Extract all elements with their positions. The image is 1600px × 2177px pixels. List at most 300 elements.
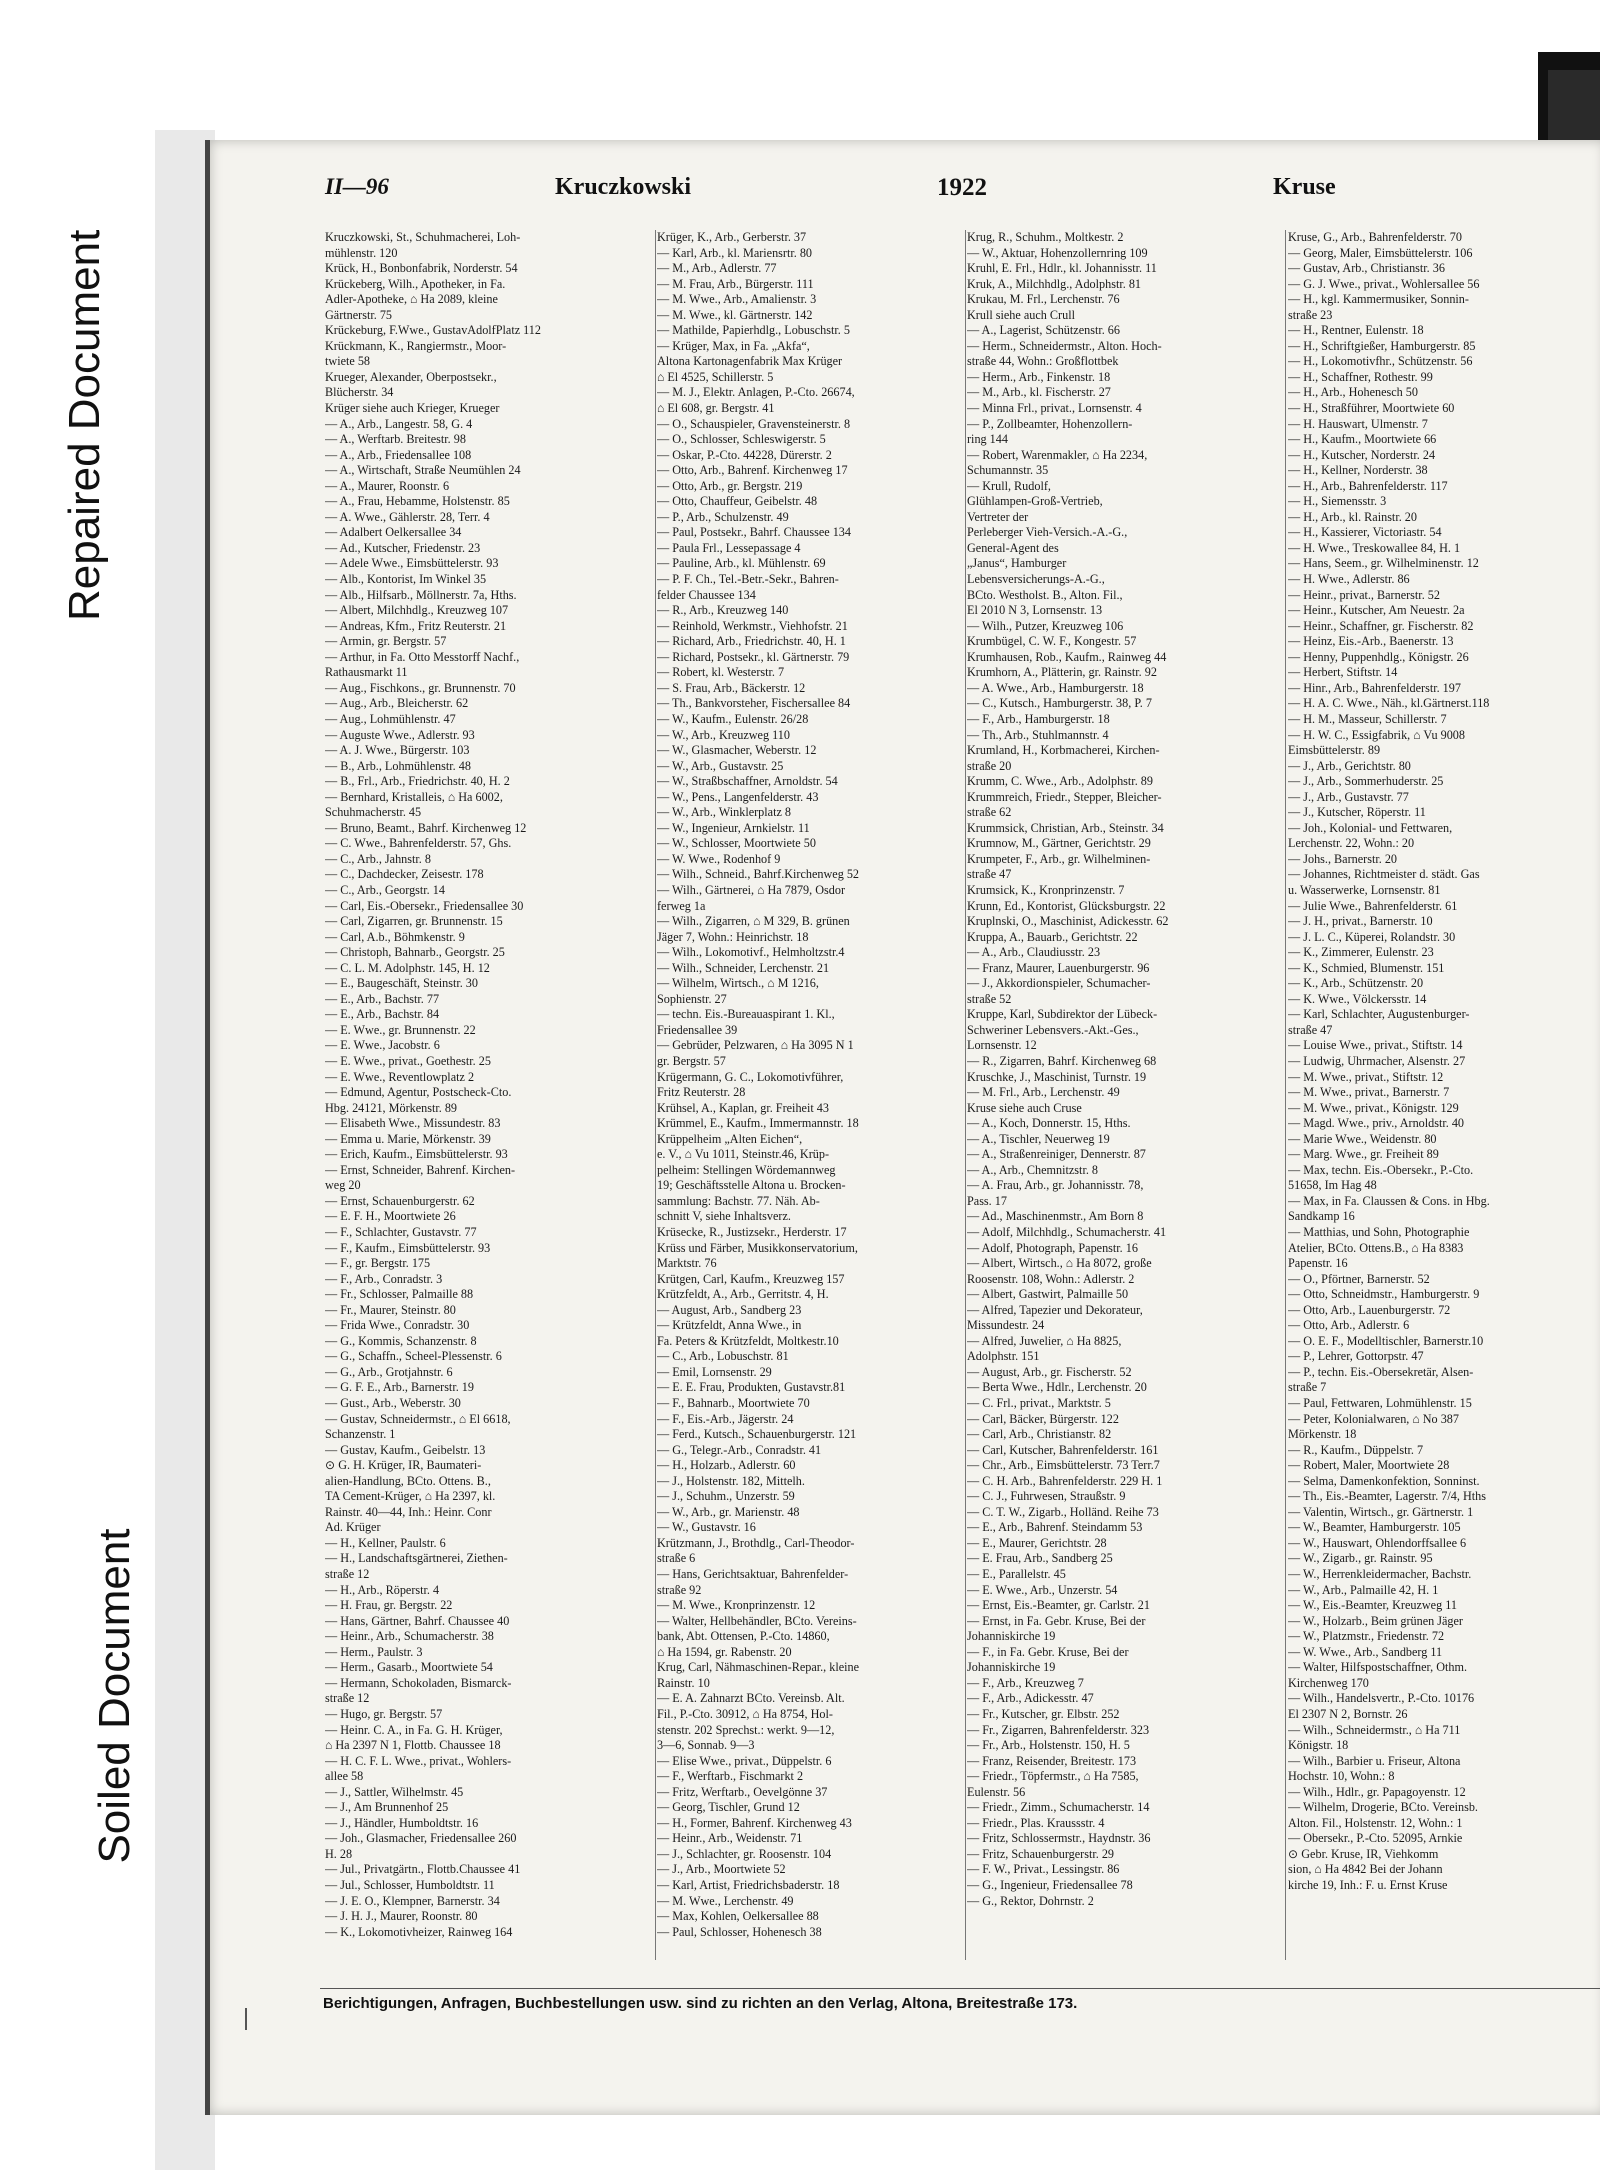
directory-entry: Kirchenweg 170	[1288, 1675, 1369, 1690]
directory-entry: Hbg. 24121, Mörkenstr. 89	[325, 1100, 458, 1115]
directory-entry: — J., Sattler, Wilhelmstr. 45	[325, 1784, 464, 1799]
directory-entry: — Fr., Schlosser, Palmaille 88	[325, 1287, 474, 1302]
directory-entry: Krützfeldt, A., Arb., Gerritstr. 4, H.	[657, 1287, 829, 1302]
directory-entry: Blücherstr. 34	[325, 385, 394, 400]
directory-entry: — G. F. E., Arb., Barnerstr. 19	[325, 1380, 474, 1395]
directory-entry: — Albert, Milchhdlg., Kreuzweg 107	[325, 603, 509, 618]
directory-entry: — R., Arb., Kreuzweg 140	[657, 603, 789, 618]
directory-entry: — M. Wwe., kl. Gärtnerstr. 142	[657, 307, 813, 322]
directory-entry: — Georg, Tischler, Grund 12	[657, 1800, 800, 1815]
directory-entry: u. Wasserwerke, Lornsenstr. 81	[1288, 882, 1441, 897]
directory-entry: Krukau, M. Frl., Lerchenstr. 76	[967, 292, 1120, 307]
directory-entry: — W., Ingenieur, Arnkielstr. 11	[657, 820, 810, 835]
directory-entry: — Otto, Arb., Adlerstr. 6	[1288, 1318, 1410, 1333]
directory-entry: — Paula Frl., Lessepassage 4	[657, 540, 801, 555]
directory-entry: — Bernhard, Kristalleis, ⌂ Ha 6002,	[325, 789, 503, 804]
directory-entry: Schuhmacherstr. 45	[325, 805, 422, 820]
directory-entry: — Emma u. Marie, Mörkenstr. 39	[325, 1131, 491, 1146]
directory-entry: — H., Landschaftsgärtnerei, Ziethen-	[325, 1551, 508, 1566]
directory-entry: straße 44, Wohn.: Großflottbek	[967, 354, 1119, 369]
directory-entry: — K. Wwe., Völckersstr. 14	[1288, 991, 1427, 1006]
directory-entry: Kruhl, E. Frl., Hdlr., kl. Johannisstr. 11	[967, 261, 1157, 276]
directory-entry: — A., Maurer, Roonstr. 6	[325, 478, 450, 493]
directory-entry: — Jul., Privatgärtn., Flottb.Chaussee 41	[325, 1862, 521, 1877]
directory-entry: — Carl, Eis.-Obersekr., Friedensallee 30	[325, 898, 524, 913]
directory-entry: — H., Schriftgießer, Hamburgerstr. 85	[1288, 338, 1476, 353]
directory-entry: — W. Wwe., Rodenhof 9	[657, 851, 781, 866]
directory-entry: bank, Abt. Ottensen, P.-Cto. 14860,	[657, 1629, 830, 1644]
directory-entry: — Wilhelm, Drogerie, BCto. Vereinsb.	[1288, 1800, 1478, 1815]
directory-entry: Krützmann, J., Brothdlg., Carl-Theodor-	[657, 1535, 855, 1550]
directory-entry: — F., Kaufm., Eimsbüttelerstr. 93	[325, 1240, 491, 1255]
directory-entry: — H., Holzarb., Adlerstr. 60	[657, 1458, 796, 1473]
directory-entry: — H. C. F. L. Wwe., privat., Wohlers-	[325, 1753, 512, 1768]
directory-entry: — K., Lokomotivheizer, Rainweg 164	[325, 1924, 513, 1939]
directory-entry: — Heinr., privat., Barnerstr. 52	[1288, 587, 1440, 602]
directory-entry: — W., Pens., Langenfelderstr. 43	[657, 789, 819, 804]
directory-entry: — Krull, Rudolf,	[967, 478, 1051, 493]
directory-entry: — H., Kutscher, Norderstr. 24	[1288, 447, 1436, 462]
directory-entry: — Herm., Gasarb., Moortwiete 54	[325, 1660, 493, 1675]
directory-entry: Schweriner Lebensvers.-Akt.-Ges.,	[967, 1022, 1139, 1037]
directory-entry: — F., Bahnarb., Moortwiete 70	[657, 1396, 810, 1411]
directory-entry: — W., Beamter, Hamburgerstr. 105	[1288, 1520, 1461, 1535]
directory-entry: — M., Arb., kl. Fischerstr. 27	[967, 385, 1111, 400]
directory-entry: — Fritz, Werftarb., Oevelgönne 37	[657, 1784, 828, 1799]
directory-entry: — J., Kutscher, Röperstr. 11	[1288, 805, 1426, 820]
directory-entry: — Walter, Hilfspostschaffner, Othm.	[1288, 1660, 1468, 1675]
directory-entry: — Ernst, Eis.-Beamter, gr. Carlstr. 21	[967, 1598, 1150, 1613]
directory-entry: — Heinr. C. A., in Fa. G. H. Krüger,	[325, 1722, 503, 1737]
directory-entry: — Louise Wwe., privat., Stiftstr. 14	[1288, 1038, 1463, 1053]
directory-entry: — J., Holstenstr. 182, Mittelh.	[657, 1473, 805, 1488]
directory-entry: — F., Schlachter, Gustavstr. 77	[325, 1225, 477, 1239]
directory-column-1	[325, 230, 655, 1990]
directory-entry: — Chr., Arb., Eimsbüttelerstr. 73 Terr.7	[967, 1458, 1160, 1473]
directory-entry: — W., Glasmacher, Weberstr. 12	[657, 743, 817, 758]
directory-entry: — Gust., Arb., Weberstr. 30	[325, 1396, 461, 1411]
directory-entry: — C. Frl., privat., Marktstr. 5	[967, 1396, 1111, 1411]
margin-mark	[245, 2008, 247, 2030]
directory-entry: — S. Frau, Arb., Bäckerstr. 12	[657, 680, 806, 695]
directory-entry: Johanniskirche 19	[967, 1629, 1056, 1644]
directory-entry: Fil., P.-Cto. 30912, ⌂ Ha 8754, Hol-	[657, 1706, 833, 1721]
directory-entry: — W., Aktuar, Hohenzollernring 109	[967, 245, 1148, 260]
directory-entry: — R., Zigarren, Bahrf. Kirchenweg 68	[967, 1053, 1157, 1068]
directory-entry: — Elisabeth Wwe., Missundestr. 83	[325, 1116, 501, 1131]
directory-entry: Krüss und Färber, Musikkonservatorium,	[657, 1240, 858, 1255]
directory-entry: — A., Arb., Langestr. 58, G. 4	[325, 416, 473, 431]
directory-entry: — Heinz, Eis.-Arb., Baenerstr. 13	[1288, 634, 1454, 649]
directory-entry: ⌂ El 4525, Schillerstr. 5	[657, 369, 774, 384]
directory-entry: — F., Arb., Hamburgerstr. 18	[967, 711, 1110, 726]
directory-entry: straße 92	[657, 1582, 702, 1597]
directory-entry: — H., Siemensstr. 3	[1288, 494, 1387, 509]
directory-entry: — P., Lehrer, Gottorpstr. 47	[1288, 1349, 1424, 1364]
directory-entry: Krümmel, E., Kaufm., Immermannstr. 18	[657, 1116, 859, 1131]
directory-entry: „Janus“, Hamburger	[967, 556, 1067, 571]
directory-entry: Krüppelheim „Alten Eichen“,	[657, 1131, 803, 1146]
publisher-footer: Berichtigungen, Anfragen, Buchbestellungen usw. sind zu richten an den Verlag, Altona, Breitestraße 173.	[323, 1995, 1078, 2012]
directory-entry: — W., Platzmstr., Friedenstr. 72	[1288, 1629, 1445, 1644]
directory-entry: — W., Arb., Gustavstr. 25	[657, 758, 784, 773]
directory-entry: Krückmann, K., Rangiermstr., Moor-	[325, 338, 507, 353]
directory-entry: Kruse siehe auch Cruse	[967, 1100, 1082, 1115]
directory-entry: straße 52	[967, 991, 1012, 1006]
directory-entry: — Max, techn. Eis.-Obersekr., P.-Cto.	[1288, 1162, 1474, 1177]
directory-entry: — Richard, Postsekr., kl. Gärtnerstr. 79	[657, 649, 850, 664]
directory-entry: gr. Bergstr. 57	[657, 1053, 726, 1068]
directory-entry: Krummsick, Christian, Arb., Steinstr. 34	[967, 820, 1164, 835]
directory-entry: — Carl, Kutscher, Bahrenfelderstr. 161	[967, 1442, 1159, 1457]
directory-entry: — W., Arb., Palmaille 42, H. 1	[1288, 1582, 1439, 1597]
directory-entry: Krumhausen, Rob., Kaufm., Rainweg 44	[967, 649, 1167, 664]
directory-entry: — F., Eis.-Arb., Jägerstr. 24	[657, 1411, 794, 1426]
directory-entry: Krückeberg, Wilh., Apotheker, in Fa.	[325, 276, 506, 291]
directory-entry: — Paul, Schlosser, Hohenesch 38	[657, 1924, 822, 1939]
directory-entry: — Franz, Maurer, Lauenburgerstr. 96	[967, 960, 1150, 975]
directory-entry: Krüger siehe auch Krieger, Krueger	[325, 401, 500, 416]
directory-entry: straße 12	[325, 1691, 370, 1706]
directory-entry: Krumland, H., Korbmacherei, Kirchen-	[967, 743, 1160, 758]
directory-entry: — Krüger, Max, in Fa. „Akfa“,	[657, 338, 810, 353]
directory-entry: — Joh., Kolonial- und Fettwaren,	[1288, 820, 1453, 835]
directory-entry: — C., Arb., Georgstr. 14	[325, 882, 445, 897]
directory-entry: — C., Dachdecker, Zeisestr. 178	[325, 867, 484, 882]
directory-entry: — E. Wwe., Jacobstr. 6	[325, 1038, 440, 1053]
directory-entry: — C., Arb., Lobuschstr. 81	[657, 1349, 789, 1364]
directory-entry: — E. Wwe., privat., Goethestr. 25	[325, 1053, 491, 1068]
directory-entry: — C. Wwe., Bahrenfelderstr. 57, Ghs.	[325, 836, 512, 851]
directory-entry: — Emil, Lornsenstr. 29	[657, 1364, 772, 1379]
directory-entry: twiete 58	[325, 354, 371, 369]
directory-entry: — Andreas, Kfm., Fritz Reuterstr. 21	[325, 618, 507, 633]
directory-entry: — Adele Wwe., Eimsbüttelerstr. 93	[325, 556, 499, 571]
directory-entry: — Fritz, Schauenburgerstr. 29	[967, 1846, 1115, 1861]
directory-entry: — B., Arb., Lohmühlenstr. 48	[325, 758, 471, 773]
directory-entry: — H., Lokomotivfhr., Schützenstr. 56	[1288, 354, 1473, 369]
directory-entry: — O., Pförtner, Barnerstr. 52	[1288, 1271, 1430, 1286]
directory-entry: — Ad., Maschinenmstr., Am Born 8	[967, 1209, 1144, 1224]
directory-entry: — O., Schlosser, Schleswigerstr. 5	[657, 432, 826, 447]
directory-entry: — M. Wwe., privat., Barnerstr. 7	[1288, 1085, 1450, 1100]
directory-entry: e. V., ⌂ Vu 1011, Steinstr.46, Krüp-	[657, 1147, 830, 1162]
directory-entry: — E., Maurer, Gerichtstr. 28	[967, 1535, 1107, 1550]
directory-entry: straße 6	[657, 1551, 696, 1566]
directory-entry: — H., Kassierer, Victoriastr. 54	[1288, 525, 1442, 540]
directory-entry: weg 20	[325, 1178, 361, 1193]
directory-entry: — Mathilde, Papierhdlg., Lobuschstr. 5	[657, 323, 850, 338]
directory-entry: — Hans, Seem., gr. Wilhelminenstr. 12	[1288, 556, 1479, 571]
directory-entry: — M., Arb., Adlerstr. 77	[657, 261, 777, 276]
directory-entry: — Magd. Wwe., priv., Arnoldstr. 40	[1288, 1116, 1465, 1131]
directory-entry: — Elise Wwe., privat., Düppelstr. 6	[657, 1753, 832, 1768]
directory-entry: — Obersekr., P.-Cto. 52095, Arnkie	[1288, 1831, 1463, 1846]
directory-entry: — Carl, A.b., Böhmkenstr. 9	[325, 929, 465, 944]
directory-entry: — H., Straßführer, Moortwiete 60	[1288, 401, 1455, 416]
directory-entry: Sandkamp 16	[1288, 1209, 1355, 1224]
directory-entry: 19; Geschäftsstelle Altona u. Brocken-	[657, 1178, 846, 1193]
directory-entry: — Gustav, Schneidermstr., ⌂ El 6618,	[325, 1411, 511, 1426]
directory-entry: — E. F. H., Moortwiete 26	[325, 1209, 456, 1224]
directory-entry: — F., Werftarb., Fischmarkt 2	[657, 1769, 804, 1784]
directory-entry: — F., Arb., Conradstr. 3	[325, 1271, 443, 1286]
directory-entry: — Hans, Gerichtsaktuar, Bahrenfelder-	[657, 1567, 849, 1582]
directory-entry: — C., Arb., Jahnstr. 8	[325, 851, 431, 866]
directory-entry: — E., Parallelstr. 45	[967, 1567, 1066, 1582]
directory-entry: — Friedr., Töpfermstr., ⌂ Ha 7585,	[967, 1769, 1139, 1784]
directory-entry: Gärtnerstr. 75	[325, 307, 393, 322]
directory-entry: — H., Schaffner, Rothestr. 99	[1288, 369, 1433, 384]
directory-entry: Rainstr. 10	[657, 1675, 710, 1690]
directory-entry: — Carl, Arb., Christianstr. 82	[967, 1427, 1112, 1442]
directory-entry: — F., gr. Bergstr. 175	[325, 1256, 431, 1271]
directory-entry: — Krützfeldt, Anna Wwe., in	[657, 1318, 802, 1333]
header-year: 1922	[937, 174, 987, 201]
directory-entry: — Aug., Lohmühlenstr. 47	[325, 711, 456, 726]
directory-entry: — Erich, Kaufm., Eimsbüttelerstr. 93	[325, 1147, 508, 1162]
directory-entry: Schanzenstr. 1	[325, 1427, 396, 1442]
directory-entry: — Fr., Kutscher, gr. Elbstr. 252	[967, 1706, 1120, 1721]
directory-entry: — E., Baugeschäft, Steinstr. 30	[325, 976, 478, 991]
directory-entry: — Albert, Gastwirt, Palmaille 50	[967, 1287, 1129, 1302]
directory-entry: — E. Frau, Arb., Sandberg 25	[967, 1551, 1113, 1566]
directory-entry: — P., Arb., Schulzenstr. 49	[657, 509, 789, 524]
directory-entry: — H., Former, Bahrenf. Kirchenweg 43	[657, 1815, 852, 1830]
header-first-entry: Kruczkowski	[555, 174, 692, 200]
directory-entry: — Franz, Reisender, Breitestr. 173	[967, 1753, 1137, 1768]
directory-entry: — Marg. Wwe., gr. Freiheit 89	[1288, 1147, 1439, 1162]
directory-entry: Papenstr. 16	[1288, 1256, 1348, 1271]
directory-entry: — H., Kellner, Paulstr. 6	[325, 1535, 446, 1550]
directory-entry: — H., Arb., Bahrenfelderstr. 117	[1288, 478, 1448, 493]
directory-entry: — A., Werftarb. Breitestr. 98	[325, 432, 466, 447]
directory-entry: — F., Arb., Kreuzweg 7	[967, 1675, 1084, 1690]
directory-entry: — Christoph, Bahnarb., Georgstr. 25	[325, 945, 505, 960]
directory-entry: — Ad., Kutscher, Friedenstr. 23	[325, 540, 481, 555]
directory-entry: — E. Wwe., Reventlowplatz 2	[325, 1069, 475, 1084]
directory-entry: — E., Arb., Bachstr. 84	[325, 1007, 440, 1022]
directory-entry: straße 47	[967, 867, 1012, 882]
directory-entry: — Otto, Arb., Lauenburgerstr. 72	[1288, 1302, 1451, 1317]
directory-entry: Sophienstr. 27	[657, 991, 727, 1006]
column-divider	[965, 230, 966, 1960]
directory-entry: — Ernst, Schneider, Bahrenf. Kirchen-	[325, 1162, 516, 1177]
directory-entry: — A., Lagerist, Schützenstr. 66	[967, 323, 1120, 338]
directory-entry: El 2010 N 3, Lornsenstr. 13	[967, 603, 1103, 618]
page-header	[210, 174, 1600, 210]
directory-entry: Krumsick, K., Kronprinzenstr. 7	[967, 882, 1125, 897]
directory-entry: — Heinr., Kutscher, Am Neuestr. 2a	[1288, 603, 1465, 618]
directory-entry: — A. J. Wwe., Bürgerstr. 103	[325, 743, 470, 758]
directory-entry: — H., Rentner, Eulenstr. 18	[1288, 323, 1424, 338]
directory-entry: Vertreter der	[967, 509, 1029, 524]
directory-entry: — Edmund, Agentur, Postscheck-Cto.	[325, 1085, 512, 1100]
directory-entry: — Carl, Zigarren, gr. Brunnenstr. 15	[325, 914, 503, 929]
directory-entry: Schumannstr. 35	[967, 463, 1049, 478]
directory-entry: — Robert, Maler, Moortwiete 28	[1288, 1458, 1450, 1473]
directory-entry: — Karl, Schlachter, Augustenburger-	[1288, 1007, 1470, 1022]
directory-entry: 51658, Im Hag 48	[1288, 1178, 1377, 1193]
directory-entry: Krumhorn, A., Plätterin, gr. Rainstr. 92	[967, 665, 1157, 680]
directory-entry: Rathausmarkt 11	[325, 665, 408, 680]
directory-entry: felder Chaussee 134	[657, 587, 756, 602]
directory-entry: — Henny, Puppenhdlg., Königstr. 26	[1288, 649, 1469, 664]
directory-entry: — H. M., Masseur, Schillerstr. 7	[1288, 711, 1447, 726]
directory-entry: — E. Wwe., Arb., Unzerstr. 54	[967, 1582, 1118, 1597]
directory-entry: ⌂ Ha 1594, gr. Rabenstr. 20	[657, 1644, 792, 1659]
directory-entry: — Robert, kl. Westerstr. 7	[657, 665, 785, 680]
directory-entry: — Georg, Maler, Eimsbüttelerstr. 106	[1288, 245, 1473, 260]
directory-entry: — W., Arb., gr. Marienstr. 48	[657, 1504, 800, 1519]
directory-entry: Krückeburg, F.Wwe., GustavAdolfPlatz 112	[325, 323, 541, 338]
directory-entry: — G. J. Wwe., privat., Wohlersallee 56	[1288, 276, 1480, 291]
directory-entry: — P. F. Ch., Tel.-Betr.-Sekr., Bahren-	[657, 572, 839, 587]
directory-entry: — C. L. M. Adolphstr. 145, H. 12	[325, 960, 490, 975]
directory-entry: — August, Arb., Sandberg 23	[657, 1302, 802, 1317]
directory-entry: Krunn, Ed., Kontorist, Glücksburgstr. 22	[967, 898, 1166, 913]
directory-entry: — J., Arb., Sommerhuderstr. 25	[1288, 774, 1444, 789]
directory-entry: Missundestr. 24	[967, 1318, 1045, 1333]
directory-entry: stenstr. 202 Sprechst.: werkt. 9—12,	[657, 1722, 835, 1737]
directory-entry: — Wilh., Gärtnerei, ⌂ Ha 7879, Osdor	[657, 882, 846, 897]
directory-entry: — Carl, Bäcker, Bürgerstr. 122	[967, 1411, 1119, 1426]
directory-entry: — H., kgl. Kammermusiker, Sonnin-	[1288, 292, 1469, 307]
directory-entry: — Th., Arb., Stuhlmannstr. 4	[967, 727, 1109, 742]
directory-entry: Kruse, G., Arb., Bahrenfelderstr. 70	[1288, 230, 1462, 244]
directory-entry: — G., Telegr.-Arb., Conradstr. 41	[657, 1442, 822, 1457]
directory-entry: — W., Kaufm., Eulenstr. 26/28	[657, 711, 809, 726]
directory-entry: — Ernst, in Fa. Gebr. Kruse, Bei der	[967, 1613, 1146, 1628]
directory-entry: Eulenstr. 56	[967, 1784, 1026, 1799]
directory-entry: Fa. Peters & Krützfeldt, Moltkestr.10	[657, 1333, 839, 1348]
directory-entry: Krütgen, Carl, Kaufm., Kreuzweg 157	[657, 1271, 845, 1286]
directory-entry: — Fritz, Schlossermstr., Haydnstr. 36	[967, 1831, 1151, 1846]
directory-entry: Krueger, Alexander, Oberpostsekr.,	[325, 369, 497, 384]
directory-entry: — J., Akkordionspieler, Schumacher-	[967, 976, 1151, 991]
directory-entry: allee 58	[325, 1769, 364, 1784]
directory-entry: — E. A. Zahnarzt BCto. Vereinsb. Alt.	[657, 1691, 845, 1706]
directory-entry: Alton. Fil., Holstenstr. 12, Wohn.: 1	[1288, 1815, 1463, 1830]
directory-entry: — Herm., Schneidermstr., Alton. Hoch-	[967, 338, 1162, 353]
directory-entry: — G., Kommis, Schanzenstr. 8	[325, 1333, 477, 1348]
directory-entry: — M. Wwe., Arb., Amalienstr. 3	[657, 292, 817, 307]
directory-entry: — Gustav, Arb., Christianstr. 36	[1288, 261, 1445, 276]
directory-entry: — K., Zimmerer, Eulenstr. 23	[1288, 945, 1434, 960]
directory-column-3	[967, 230, 1302, 1990]
directory-entry: — Julie Wwe., Bahrenfelderstr. 61	[1288, 898, 1458, 913]
directory-entry: Krug, Carl, Nähmaschinen-Repar., kleine	[657, 1660, 860, 1675]
directory-entry: — Herbert, Stiftstr. 14	[1288, 665, 1398, 680]
directory-entry: — J. L. C., Küperei, Rolandstr. 30	[1288, 929, 1456, 944]
directory-entry: — B., Frl., Arb., Friedrichstr. 40, H. 2	[325, 774, 510, 789]
directory-entry: Krühsel, A., Kaplan, gr. Freiheit 43	[657, 1100, 829, 1115]
directory-entry: pelheim: Stellingen Wördemannweg	[657, 1162, 836, 1177]
directory-entry: Krug, R., Schuhm., Moltkestr. 2	[967, 230, 1124, 244]
directory-entry: — A., Frau, Hebamme, Holstenstr. 85	[325, 494, 510, 509]
directory-entry: — Alfred, Juwelier, ⌂ Ha 8825,	[967, 1333, 1122, 1348]
directory-entry: Fritz Reuterstr. 28	[657, 1085, 746, 1100]
directory-entry: — Fr., Maurer, Steinstr. 80	[325, 1302, 456, 1317]
directory-entry: — K., Schmied, Blumenstr. 151	[1288, 960, 1445, 975]
directory-entry: — Valentin, Wirtsch., gr. Gärtnerstr. 1	[1288, 1504, 1474, 1519]
header-last-entry: Kruse	[1273, 174, 1336, 200]
directory-entry: — Otto, Arb., Bahrenf. Kirchenweg 17	[657, 463, 848, 478]
directory-entry: — A., Arb., Friedensallee 108	[325, 447, 472, 462]
directory-entry: — Wilh., Lokomotivf., Helmholtzstr.4	[657, 945, 845, 960]
directory-entry: ferweg 1a	[657, 898, 706, 913]
directory-entry: — R., Kaufm., Düppelstr. 7	[1288, 1442, 1424, 1457]
directory-entry: — F. W., Privat., Lessingstr. 86	[967, 1862, 1120, 1877]
directory-entry: Krull siehe auch Crull	[967, 307, 1075, 322]
page-number: II—96	[325, 174, 389, 199]
directory-entry: — H. Hauswart, Ulmenstr. 7	[1288, 416, 1428, 431]
directory-entry: — C. T. W., Zigarb., Holländ. Reihe 73	[967, 1504, 1159, 1519]
directory-entry: — Ludwig, Uhrmacher, Alsenstr. 27	[1288, 1053, 1466, 1068]
directory-entry: — M. Wwe., Lerchenstr. 49	[657, 1893, 794, 1908]
directory-entry: ⌂ El 608, gr. Bergstr. 41	[657, 401, 775, 416]
directory-entry: — G., Rektor, Dohrnstr. 2	[967, 1893, 1094, 1908]
directory-entry: — C., Kutsch., Hamburgerstr. 38, P. 7	[967, 696, 1152, 711]
directory-entry: Königstr. 18	[1288, 1738, 1349, 1753]
directory-column-2	[657, 230, 987, 1990]
directory-entry: — Paul, Fettwaren, Lohmühlenstr. 15	[1288, 1396, 1472, 1411]
directory-entry: — J., Schlachter, gr. Roosenstr. 104	[657, 1846, 832, 1861]
directory-entry: — J., Am Brunnenhof 25	[325, 1800, 449, 1815]
directory-entry: Adler-Apotheke, ⌂ Ha 2089, kleine	[325, 292, 498, 307]
directory-entry: — Reinhold, Werkmstr., Viehhofstr. 21	[657, 618, 848, 633]
directory-entry: — Th., Bankvorsteher, Fischersallee 84	[657, 696, 851, 711]
directory-entry: — Ferd., Kutsch., Schauenburgerstr. 121	[657, 1427, 857, 1442]
directory-entry: Krüger, K., Arb., Gerberstr. 37	[657, 230, 807, 244]
directory-entry: — Alb., Hilfsarb., Möllnerstr. 7a, Hths.	[325, 587, 517, 602]
directory-entry: — C. J., Fuhrwesen, Straußstr. 9	[967, 1489, 1126, 1504]
directory-entry: — Bruno, Beamt., Bahrf. Kirchenweg 12	[325, 820, 527, 835]
directory-entry: — Joh., Glasmacher, Friedensallee 260	[325, 1831, 517, 1846]
directory-entry: — Hans, Gärtner, Bahrf. Chaussee 40	[325, 1613, 510, 1628]
directory-entry: — Wilh., Zigarren, ⌂ M 329, B. grünen	[657, 914, 850, 929]
directory-entry: — Wilh., Schneider, Lerchenstr. 21	[657, 960, 830, 975]
directory-entry: — Otto, Chauffeur, Geibelstr. 48	[657, 494, 818, 509]
directory-entry: — E., Arb., Bahrenf. Steindamm 53	[967, 1520, 1143, 1535]
directory-entry: Kruplnski, O., Maschinist, Adickesstr. 62	[967, 914, 1169, 929]
directory-entry: — F., in Fa. Gebr. Kruse, Bei der	[967, 1644, 1129, 1659]
directory-entry: — Richard, Arb., Friedrichstr. 40, H. 1	[657, 634, 846, 649]
directory-entry: — Wilh., Handelsvertr., P.-Cto. 10176	[1288, 1691, 1475, 1706]
directory-entry: — Selma, Damenkonfektion, Sonninst.	[1288, 1473, 1480, 1488]
directory-entry: mühlenstr. 120	[325, 245, 398, 260]
directory-entry: Glühlampen-Groß-Vertrieb,	[967, 494, 1103, 509]
directory-entry: — E. E. Frau, Produkten, Gustavstr.81	[657, 1380, 846, 1395]
directory-entry: — Paul, Postsekr., Bahrf. Chaussee 134	[657, 525, 851, 540]
directory-entry: — Adolf, Milchhdlg., Schumacherstr. 41	[967, 1225, 1167, 1239]
directory-entry: — Karl, Artist, Friedrichsbaderstr. 18	[657, 1877, 840, 1892]
directory-entry: — W. Wwe., Arb., Sandberg 11	[1288, 1644, 1443, 1659]
directory-entry: — W., Straßbschaffner, Arnoldstr. 54	[657, 774, 838, 789]
directory-entry: El 2307 N 2, Bornstr. 26	[1288, 1706, 1408, 1721]
directory-entry: — Heinr., Arb., Weidenstr. 71	[657, 1831, 803, 1846]
directory-entry: — P., Zollbeamter, Hohenzollern-	[967, 416, 1133, 431]
directory-entry: — E., Arb., Bachstr. 77	[325, 991, 440, 1006]
directory-entry: — J., Arb., Gerichtstr. 80	[1288, 758, 1411, 773]
directory-entry: — Hinr., Arb., Bahrenfelderstr. 197	[1288, 680, 1461, 695]
directory-entry: Ad. Krüger	[325, 1520, 381, 1535]
directory-entry: Johanniskirche 19	[967, 1660, 1056, 1675]
directory-entry: — H., Arb., Röperstr. 4	[325, 1582, 440, 1597]
directory-column-4	[1288, 230, 1600, 1990]
directory-entry: Krumbügel, C. W. F., Kongestr. 57	[967, 634, 1137, 649]
directory-entry: — techn. Eis.-Bureauaspirant 1. Kl.,	[657, 1007, 835, 1022]
